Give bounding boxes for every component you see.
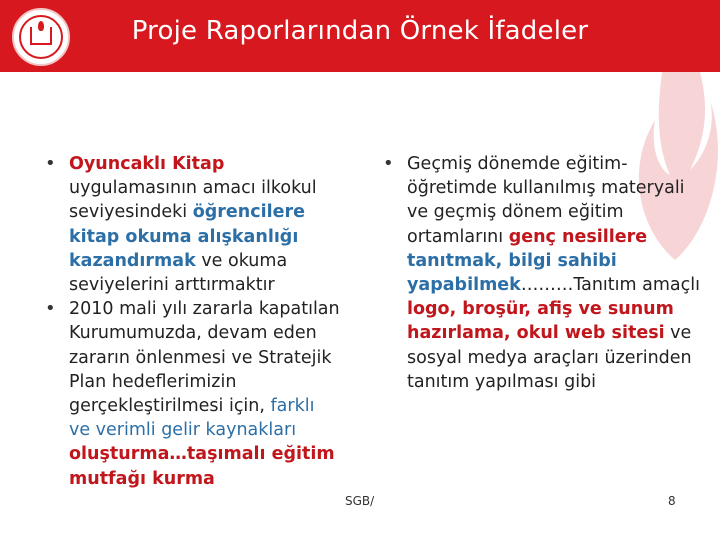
bullet-text-segment: 2010 mali yılı zararla kapatılan Kurumumuzda, devam eden zararın önlenmesi ve Stratejik Plan hedeflerimizin gerçekleştirilmesi için, xyxy=(69,299,340,417)
bullet-text-segment: ve okuma seviyelerini arttırmaktır xyxy=(69,250,288,296)
bullet-item xyxy=(40,297,340,491)
bullet-text-segment: oluşturma…taşımalı eğitim mutfağı kurma xyxy=(69,444,335,489)
right-bullet-list xyxy=(378,152,708,394)
bullet-text-segment: genç nesillere xyxy=(508,226,648,247)
page-number: 8 xyxy=(668,494,676,508)
bullet-text-segment: uygulamasının amacı ilkokul seviyesindeki xyxy=(69,178,317,223)
bullet-item xyxy=(40,152,340,297)
bullet-text-segment: Oyuncaklı Kitap xyxy=(69,154,225,174)
bullet-item xyxy=(378,152,708,394)
bullet-marker: • xyxy=(383,153,394,174)
bullet-text-segment: ve sosyal medya araçları üzerinden tanıtım yapılması gibi xyxy=(407,323,692,392)
bullet-text-segment: Geçmiş dönemde eğitim-öğretimde kullanılmış materyali ve geçmiş dönem eğitim ortamlarını xyxy=(407,154,685,247)
left-bullet-list xyxy=(40,152,340,491)
bullet-text-segment: ………Tanıtım amaçlı xyxy=(520,275,700,296)
bullet-marker: • xyxy=(45,153,56,174)
title-bar xyxy=(0,0,720,72)
footer-source: SGB/ xyxy=(345,494,375,508)
bullet-text-segment: logo, broşür, afiş ve sunum hazırlama, okul web sitesi xyxy=(407,299,674,344)
bullet-text-segment: öğrencilere kitap okuma alışkanlığı kazandırmak xyxy=(69,202,305,271)
slide-title: Proje Raporlarından Örnek İfadeler xyxy=(131,16,589,46)
bullet-text-segment: farklı ve verimli gelir kaynakları xyxy=(69,396,315,441)
bullet-text-segment: tanıtmak, bilgi sahibi yapabilmek xyxy=(407,250,617,296)
bullet-marker: • xyxy=(45,298,56,320)
